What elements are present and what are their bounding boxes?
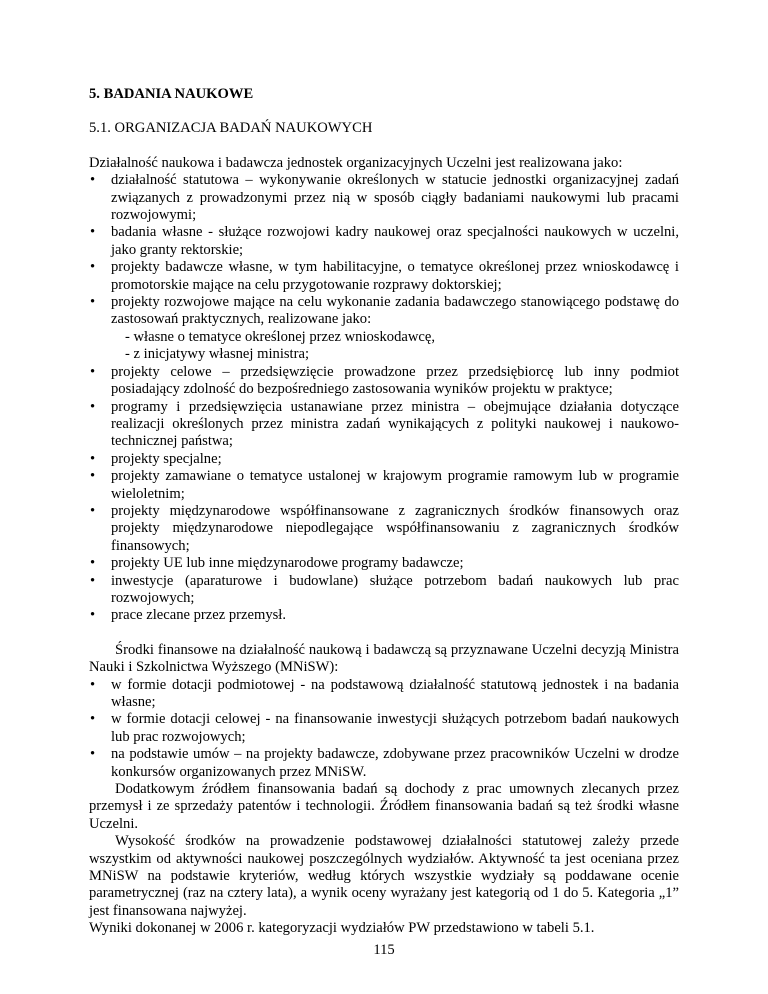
sub-item: - własne o tematyce określonej przez wnioskodawcę, [125, 328, 435, 345]
list-item: • w formie dotacji podmiotowej - na podstawową działalność statutową jednostek i na badania własne; [89, 677, 679, 712]
list-item-text: projekty rozwojowe mające na celu wykonanie zadania badawczego stanowiącego podstawę do zastosowań praktycznych, realizowane jako: [111, 294, 679, 328]
list-item: • prace zlecane przez przemysł. [89, 607, 679, 624]
additional-funding-paragraph: Dodatkowym źródłem finansowania badań są dochody z prac umownych zlecanych przez przemysł i ze sprzedaży patentów i technologii. Źródłem finansowania badań są też środki własne Uczelni. [89, 781, 679, 832]
subsection-heading: 5.1. ORGANIZACJA BADAŃ NAUKOWYCH [89, 120, 373, 137]
list-item [89, 294, 679, 364]
funding-list [89, 677, 679, 781]
funding-intro-paragraph: Środki finansowe na działalność naukową i badawczą są przyznawane Uczelni decyzją Ministra Nauki i Szkolnictwa Wyższego (MNiSW): [89, 641, 679, 676]
list-item: • projekty badawcze własne, w tym habilitacyjne, o tematyce określonej przez wnioskodawcę i promotorskie mające na celu przygotowanie rozprawy doktorskiej; [89, 259, 679, 294]
list-item: • badania własne - służące rozwojowi kadry naukowej oraz specjalności naukowych w uczelni, jako granty rektorskie; [89, 224, 679, 259]
list-item: • w formie dotacji celowej - na finansowanie inwestycji służących potrzebom badań naukowych lub prac rozwojowych; [89, 711, 679, 746]
section-heading: 5. BADANIA NAUKOWE [89, 86, 254, 102]
page-number: 115 [373, 942, 395, 958]
funding-amount-paragraph: Wysokość środków na prowadzenie podstawowej działalności statutowej zależy przede wszystkim od aktywności naukowej poszczególnych wydziałów. Aktywność ta jest oceniana przez MNiSW na podstawie kryteriów, według których wszystkie wydziały są poddawane ocenie parametrycznej (raz na cztery lata), a wynik oceny wyrażany jest kategorią od 1 do 5. Kategoria „1” jest finansowana najwyżej. [89, 833, 679, 919]
list-item: • inwestycje (aparaturowe i budowlane) służące potrzebom badań naukowych lub prac rozwojowych; [89, 573, 679, 608]
intro-paragraph: Działalność naukowa i badawcza jednostek organizacyjnych Uczelni jest realizowana jako: [89, 154, 623, 171]
activities-list [89, 172, 679, 625]
document-page [89, 86, 679, 938]
list-item: • projekty międzynarodowe współfinansowane z zagranicznych środków finansowych oraz projekty międzynarodowe niepodlegające współfinansowaniu z zagranicznych środków finansowych; [89, 503, 679, 555]
list-item: • projekty celowe – przedsięwzięcie prowadzone przez przedsiębiorcę lub inny podmiot posiadający zdolność do bezpośredniego zastosowania wyników projektu w praktyce; [89, 364, 679, 399]
list-item: • na podstawie umów – na projekty badawcze, zdobywane przez pracowników Uczelni w drodze konkursów organizowanych przez MNiSW. [89, 746, 679, 781]
list-item: • działalność statutowa – wykonywanie określonych w statucie jednostki organizacyjnej zadań związanych z prowadzonymi przez nią w sposób ciągły badaniami naukowymi lub pracami rozwojowymi; [89, 172, 679, 224]
list-item: • projekty zamawiane o tematyce ustalonej w krajowym programie ramowym lub w programie wieloletnim; [89, 468, 679, 503]
list-item: • projekty UE lub inne międzynarodowe programy badawcze; [89, 555, 679, 572]
list-item: • projekty specjalne; [89, 451, 679, 468]
results-paragraph: Wyniki dokonanej w 2006 r. kategoryzacji wydziałów PW przedstawiono w tabeli 5.1. [89, 920, 595, 937]
list-item: • programy i przedsięwzięcia ustanawiane przez ministra – obejmujące działania dotyczące realizacji określonych przez ministra zadań wynikających z polityki naukowej i naukowo-technicznej państwa; [89, 399, 679, 451]
sub-item: - z inicjatywy własnej ministra; [125, 346, 309, 363]
